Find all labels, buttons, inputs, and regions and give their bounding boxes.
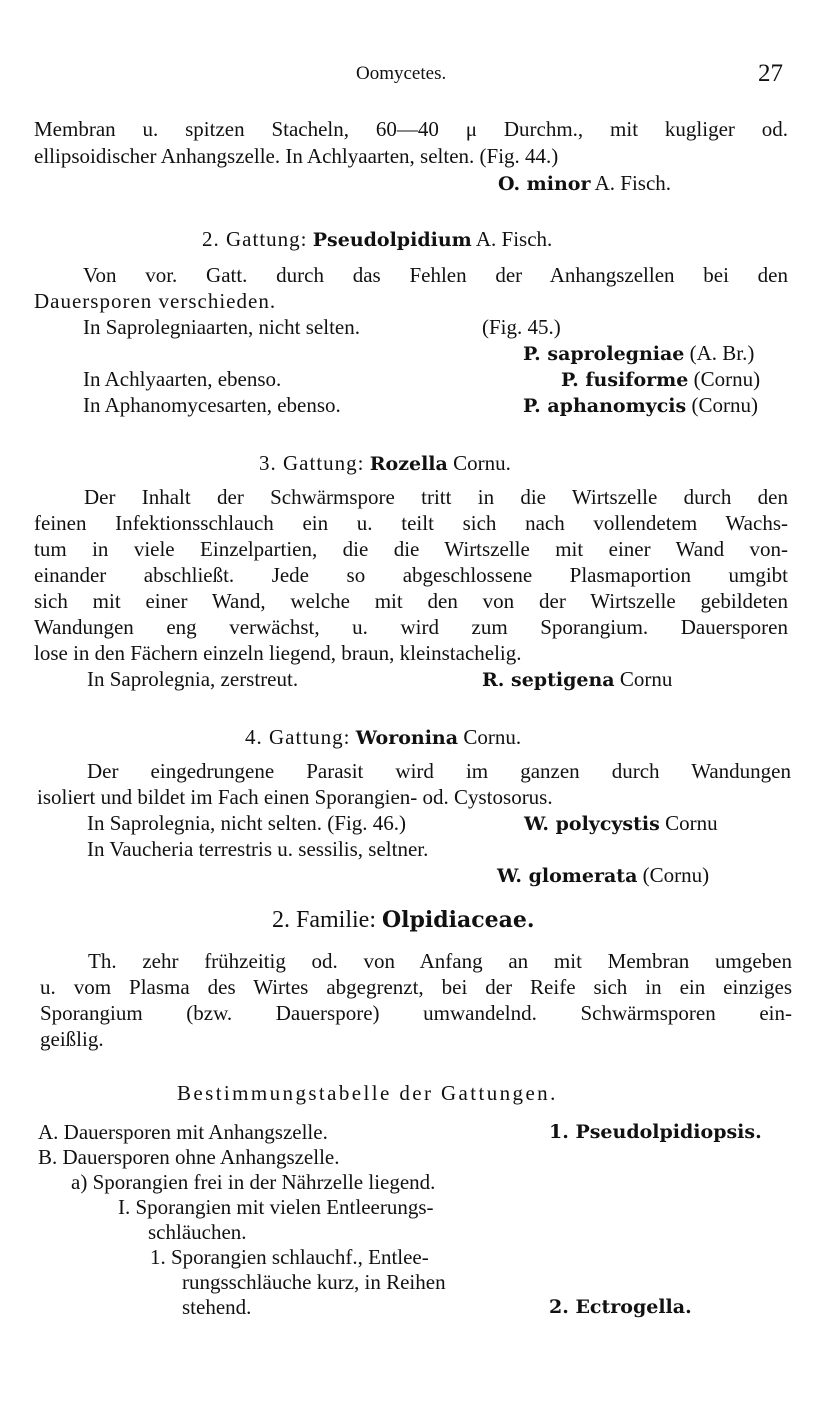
occurrence-line: In Saprolegnia, zerstreut. (87, 667, 299, 691)
paragraph-line: u. vom Plasma des Wirtes abgegrenzt, bei der Reife sich in ein einziges (40, 975, 792, 999)
paragraph-line: Dauersporen verschieden. (34, 289, 277, 313)
occurrence-line: In Saprolegniaarten, nicht selten. (83, 315, 360, 339)
species-name: P. fusiforme (561, 369, 689, 391)
family-heading (272, 908, 535, 932)
paragraph-line: sich mit einer Wand, welche mit den von der Wirtszelle gebildeten (34, 589, 788, 613)
species-author: (Cornu) (691, 393, 758, 417)
species-author: (Cornu) (642, 863, 710, 887)
genus-heading (259, 453, 511, 474)
figure-reference: (Fig. 45.) (482, 315, 561, 339)
genus-name: Rozella (369, 453, 448, 475)
species-name: R. septigena (482, 669, 615, 691)
species-name: P. saprolegniae (523, 343, 685, 365)
paragraph-line: Der eingedrungene Parasit wird im ganzen durch Wandungen (87, 759, 791, 783)
species-entry (497, 865, 709, 886)
key-result-pseudolpidiopsis: 1. Pseudolpidiopsis. (549, 1121, 762, 1143)
genus-author: Cornu. (463, 725, 522, 749)
species-author: Cornu (665, 811, 718, 835)
family-name: Olpidiaceae. (382, 907, 535, 933)
species-name: O. minor (498, 173, 591, 195)
genus-name: Woronina (355, 727, 459, 749)
species-entry (523, 343, 754, 364)
paragraph-line: feinen Infektionsschlauch ein u. teilt sich nach vollendetem Wachs- (34, 511, 788, 535)
species-entry (561, 369, 760, 390)
key-entry-b: B. Dauersporen ohne Anhangszelle. (38, 1145, 340, 1169)
key-table-title: Bestimmungstabelle der Gattungen. (177, 1081, 558, 1105)
genus-author: Cornu. (453, 451, 511, 475)
paragraph-line: Wandungen eng verwächst, u. wird zum Sporangium. Dauersporen (34, 615, 788, 639)
genus-heading (202, 229, 552, 250)
paragraph-line: Von vor. Gatt. durch das Fehlen der Anhangszellen bei den (83, 263, 788, 287)
species-author: (Cornu) (693, 367, 761, 391)
species-name: P. aphanomycis (523, 395, 687, 417)
species-name: W. glomerata (497, 865, 638, 887)
key-result-ectrogella: 2. Ectrogella. (549, 1296, 692, 1318)
paragraph-line: tum in viele Einzelpartien, die die Wirtszelle mit einer Wand von- (34, 537, 788, 561)
key-entry-1: 1. Sporangien schlauchf., Entlee- (150, 1245, 429, 1269)
species-author: A. Fisch. (594, 171, 672, 195)
occurrence-line: In Aphanomycesarten, ebenso. (83, 393, 341, 417)
family-heading-prefix: 2. Familie: (272, 907, 376, 933)
species-name: W. polycystis (524, 813, 660, 835)
key-entry-1-cont: rungsschläuche kurz, in Reihen (182, 1270, 446, 1294)
species-author: Cornu (619, 667, 673, 691)
genus-name: Pseudolpidium (312, 229, 472, 251)
paragraph-line: isoliert und bildet im Fach einen Sporangien- od. Cystosorus. (37, 785, 553, 809)
genus-heading-prefix: 4. Gattung: (245, 725, 351, 749)
species-entry (523, 395, 758, 416)
paragraph-line: einander abschließt. Jede so abgeschlossene Plasmaportion umgibt (34, 563, 788, 587)
paragraph-line: Der Inhalt der Schwärmspore tritt in die Wirtszelle durch den (84, 485, 788, 509)
genus-heading-prefix: 2. Gattung: (202, 227, 308, 251)
occurrence-line: In Achlyaarten, ebenso. (83, 367, 282, 391)
species-author: (A. Br.) (689, 341, 755, 365)
paragraph-line: ellipsoidischer Anhangszelle. In Achlyaarten, selten. (Fig. 44.) (34, 144, 559, 168)
key-entry-a: A. Dauersporen mit Anhangszelle. (38, 1120, 328, 1144)
page-number: 27 (758, 60, 783, 87)
genus-author: A. Fisch. (475, 227, 553, 251)
paragraph-line: Th. zehr frühzeitig od. von Anfang an mit Membran umgeben (88, 949, 792, 973)
species-entry (524, 813, 718, 834)
key-entry-i-cont: schläuchen. (148, 1220, 247, 1244)
key-entry-1-cont: stehend. (182, 1295, 252, 1319)
key-entry-i: I. Sporangien mit vielen Entleerungs- (118, 1195, 434, 1219)
paragraph-line: Membran u. spitzen Stacheln, 60—40 μ Durchm., mit kugliger od. (34, 117, 788, 141)
species-entry (498, 173, 671, 194)
paragraph-line: geißlig. (40, 1027, 104, 1051)
paragraph-line: lose in den Fächern einzeln liegend, braun, kleinstachelig. (34, 641, 522, 665)
running-title: Oomycetes. (356, 63, 447, 84)
occurrence-line: In Vaucheria terrestris u. sessilis, seltner. (87, 837, 429, 861)
species-entry (482, 669, 672, 690)
key-entry-a-sub: a) Sporangien frei in der Nährzelle liegend. (71, 1170, 436, 1194)
occurrence-line: In Saprolegnia, nicht selten. (Fig. 46.) (87, 811, 407, 835)
paragraph-line: Sporangium (bzw. Dauerspore) umwandelnd. Schwärmsporen ein- (40, 1001, 792, 1025)
genus-heading (245, 727, 521, 748)
genus-heading-prefix: 3. Gattung: (259, 451, 365, 475)
